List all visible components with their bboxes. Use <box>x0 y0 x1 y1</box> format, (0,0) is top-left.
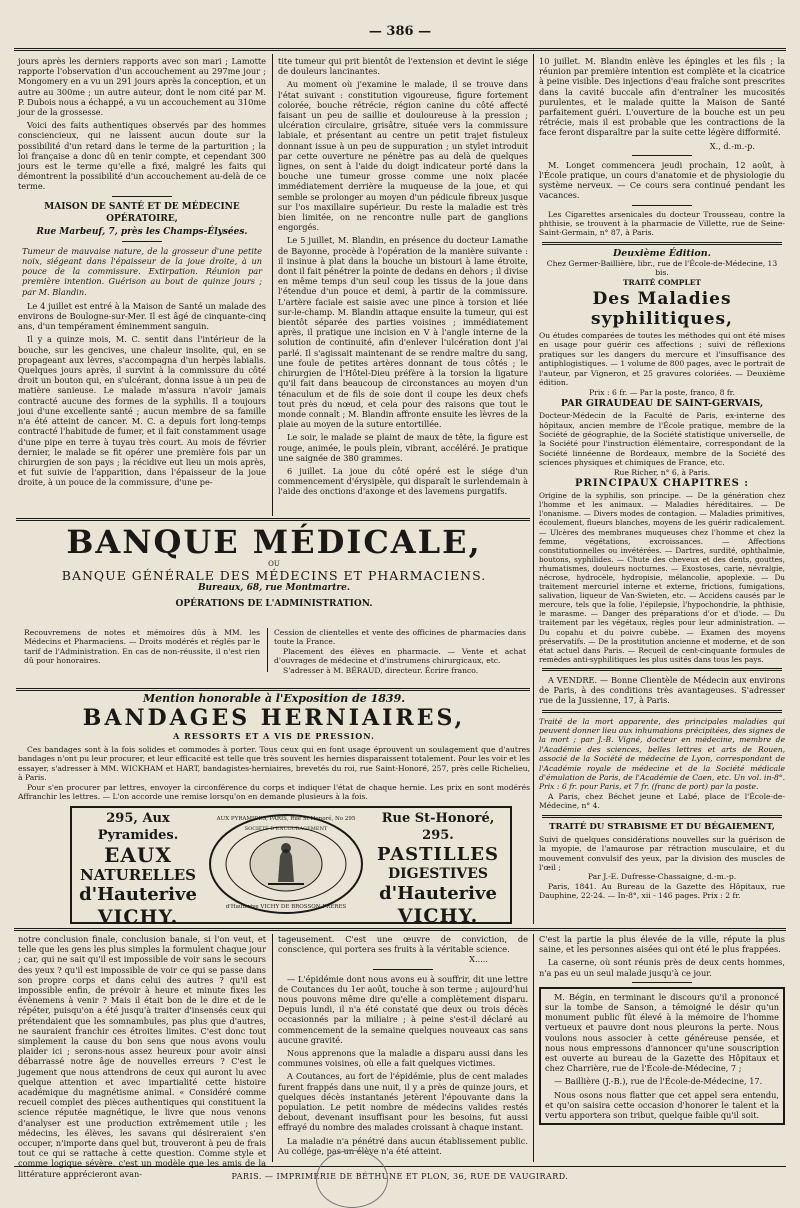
library-stamp-icon <box>316 1150 388 1208</box>
section-rule <box>14 928 786 931</box>
ad-chapters: Origine de la syphilis, son principe. — De la génération chez l'homme et les animaux. — Maladies héréditaires. — De l'onanisme. — Divers modes de contagion. — Maladies primitives, écoulement, flueurs blanches, moyens de les guérir radicalement. — Ulcères des membranes muqueuses chez l'homme et chez la femme, végétations, excroissances. — Affections constitutionnelles ou invétérées. — Dartres, surdité, ophthalmie, boutons, syphilides. — Chute des cheveux et des dents, gouttes, rhumatismes, douleurs nocturnes. — Exostoses, carie, névralgie, nécrose, hydrocèle, hydropisie, mélancolie, apoplexie. — Du traitement mercuriel interne et externe, frictions, fumigations, salivation, liqueur de Van-Swieten, etc. — Accidens causés par le mercure, tels que la folie, l'épilepsie, l'hypochondrie, la phthisie, le marasme. — Danger des préparations d'or et d'iode. — Du traitement par les végétaux, règles pour leur administration. — Du copahu et du poivre cubèbe. — Examen des moyens préservatifs. — De la prostitution ancienne et moderne, et de son état actuel dans Paris. — Recueil de cent-cinquante formules de remèdes anti-syphilitiques les plus usités dans tous les pays. <box>539 491 785 664</box>
vichy-right <box>370 810 506 927</box>
vichy-right-hauterive: d'Hauterive <box>379 883 497 904</box>
bandages-mention: Mention honorable à l'Exposition de 1839. <box>142 692 406 705</box>
ad-vendre: A VENDRE. — Bonne Clientèle de Médecin aux environs de Paris, à des conditions très avantageuses. S'adresser rue de la Jussienne, 17, à Paris. <box>539 674 785 706</box>
article-text: Voici des faits authentiques observés par des hommes consciencieux, qui ne laissent aucun doute sur la possibilité d'un retard dans le terme de la parturition ; la loi française a donc dû en tenir compte, et cependant 300 jours est le terme qu'elle a fixé, malgré les faits qui démontrent la possibilité d'un accouchement au-delà de ce terme. <box>18 120 266 192</box>
ad-publisher: Chez Germer-Baillière, libr., rue de l'École-de-Médecine, 13 bis. <box>546 259 778 278</box>
article-text: Le soir, le malade se plaint de maux de tête, la figure est rouge, animée, le pouls plein, vibrant, accéléré. Je pratique une saignée de 380 grammes. <box>278 432 528 463</box>
banque-ou: OU <box>268 560 280 568</box>
notice-text: M. Bégin, en terminant le discours qu'il a prononcé sur la tombe de Sanson, a témoigné le désir qu'un monument public fût élevé à la mémoire de l'homme vertueux et pauvre dont nous pleurons la perte. Nous voulons nous associer à cette généreuse pensée, et nous nous empressons d'annoncer qu'une souscription est ouverte au bureau de la Gazette des Hôpitaux et chez Charrière, rue de l'École-de-Médecine, 7 ; <box>545 991 779 1074</box>
block-rule <box>16 688 530 691</box>
vichy-left-top: 295, Aux Pyramides. <box>97 811 179 843</box>
article-text: — L'épidémie dont nous avons eu à souffrir, dit une lettre de Coutances du 1er août, touche à son terme ; aujourd'hui nous pouvons même dire qu'elle a complètement disparu. Depuis lundi, il n'a été constaté que deux ou trois décès occasionnés par la miliaire ; à peine s'est-il déclaré au commencement de la semaine quelques nouveaux cas sans aucune gravité. <box>278 973 528 1045</box>
ad-address: Rue Richer, n° 6, à Paris. <box>613 467 711 477</box>
column-divider <box>267 628 268 672</box>
ad-cigarettes: Les Cigarettes arsenicales du docteur Trousseau, contre la phthisie, se trouvent à la pharmacie de Villette, rue de Seine-Saint-Germain, n° 87, à Paris. <box>539 209 785 238</box>
section-title: MAISON DE SANTÉ ET DE MÉDECINE OPÉRATOIRE, <box>44 201 240 224</box>
vichy-left-hauterive: d'Hauterive <box>79 884 197 905</box>
bandages-text: Ces bandages sont à la fois solides et commodes à porter. Tous ceux qui en font usage éprouvent un soulagement que d'autres bandages n'ont pu leur procurer, et leur efficacité est telle que très souvent les hernies disparaissent totalement. Pour les voir et les essayer, s'adresser à MM. WICKHAM et HART, bandagistes-herniaires, brevetés du roi, rue Saint-Honoré, 257, près celle Richelieu, à Paris. <box>18 745 530 783</box>
bottom-column-2 <box>278 934 528 1162</box>
ad-label: TRAITÉ COMPLET <box>622 277 702 287</box>
bottom-column-3 <box>539 934 785 1162</box>
bottom-column-1 <box>18 934 266 1179</box>
vichy-pastilles: PASTILLES <box>376 844 500 865</box>
column-3 <box>539 56 785 924</box>
column-divider <box>272 934 273 1162</box>
article-text: 6 juillet. La joue du côté opéré est le siége d'un commencement d'érysipèle, qui disparaît le surlendemain à l'aide des onctions d'axonge et des lavemens purgatifs. <box>278 465 528 497</box>
imprint: PARIS. — IMPRIMERIE DE BÉTHUNE ET PLON, 36, RUE DE VAUGIRARD. <box>231 1172 569 1181</box>
signature: X., d.-m.-p. <box>709 140 755 151</box>
ad-strabisme: Suivi de quelques considérations nouvelles sur la guérison de la myopie, de l'amaurose par rétraction musculaire, et du mouvement convulsif des yeux, par la division des muscles de l'œil ; <box>539 834 785 873</box>
article-text: La caserne, où sont réunis près de deux cents hommes, n'a pas eu un seul malade jusqu'à ce jour. <box>539 957 785 978</box>
article-text: tageusement. C'est une œuvre de conviction, de conscience, qui portera ses fruits à la véritable science. <box>278 934 528 955</box>
article-text: Au moment où j'examine le malade, il se trouve dans l'état suivant : constitution vigoureuse, figure fortement colorée, bouche rétrécie, région canine du côté affecté faisant un peu de saillie et douloureuse à la pression ; ulcération circulaire, grisâtre, située vers la commissure labiale, et présentant au centre un petit trajet fistuleux donnant issue à un peu de suppuration ; un stylet introduit par cette ouverture ne pénètre pas au delà de quelques lignes, on sent à l'aide du doigt indicateur porté dans la bouche une tumeur grosse comme une noix placée immédiatement derrière la muqueuse de la joue, et qui semble se prolonger au moyen d'un pédicule fibreux jusque sur l'os maxillaire supérieur. Du reste la maladie est très bien limitée, on ne rencontre nulle part de ganglions engorgés. <box>278 79 528 233</box>
divider <box>632 155 692 156</box>
notice-text: — Baillière (J.-B.), rue de l'École-de-Médecine, 17. <box>554 1076 763 1087</box>
vichy-eaux: EAUX <box>104 843 172 867</box>
ad-strabisme-publisher: Paris, 1841. Au Bureau de la Gazette des Hôpitaux, rue Dauphine, 22-24. — In-8°, xii - 146 pages. Prix : 2 fr. <box>539 881 785 901</box>
ad-author: PAR GIRAUDEAU DE SAINT-GERVAIS, <box>560 397 764 409</box>
banque-title: BANQUE MÉDICALE, <box>66 523 482 561</box>
ad-strabisme-title: TRAITÉ DU STRABISME ET DU BÉGAIEMENT, <box>549 821 775 832</box>
block-rule <box>16 518 530 521</box>
ad-chapters-title: PRINCIPAUX CHAPITRES : <box>575 477 749 489</box>
article-text: 10 juillet. M. Blandin enlève les épingles et les fils ; la réunion par première intention est complète et la cicatrice à peine visible. Des injections d'eau fraîche sont prescrites dans la cavité buccale afin d'entraîner les mucosités purulentes, et le malade quitte la Maison de Santé parfaitement guéri. L'ouverture de la bouche est un peu rétrécie, mais il est probable que les contractions de la face feront disparaître par la suite cette légère difformité. <box>539 56 785 138</box>
banque-right <box>274 628 526 675</box>
banque-ops-title: OPÉRATIONS DE L'ADMINISTRATION. <box>175 599 373 609</box>
article-text: La maladie n'a pénétré dans aucun établissement public. Au collége, pas un élève n'a été atteint. <box>278 1135 528 1156</box>
bandages-text-2: Pour s'en procurer par lettres, envoyer la circonférence du corps et indiquer l'état de chaque hernie. Les prix en sont modérés Affranchir les lettres. — L'on accorde une remise lorsqu'on en demande plusieurs à la fois. <box>18 782 530 802</box>
vichy-naturelles: NATURELLES <box>79 866 197 884</box>
banque-subtitle: BANQUE GÉNÉRALE DES MÉDECINS ET PHARMACIENS. <box>61 568 487 583</box>
page-number: — 386 — <box>368 24 432 39</box>
divider <box>122 241 162 242</box>
ad-price: Prix : 6 fr. — Par la poste, franco, 8 fr. <box>589 387 735 397</box>
article-text: A Coutances, au fort de l'épidémie, plus de cent malades furent frappés dans une nuit, il y a près de quinze jours, et quelques décès instantanés jetèrent l'épouvante dans la population. Le petit nombre de médecins valides restés debout, devenant insuffisant pour les besoins, fut aussi effrayé du nombre des malades croissant à chaque instant. <box>278 1071 528 1133</box>
vichy-seal <box>206 812 366 916</box>
article-text: C'est la partie la plus élevée de la ville, répute la plus saine, et les personnes aisées qui ont été le plus frappées. <box>539 934 785 955</box>
banque-address: Bureaux, 68, rue Montmartre. <box>197 583 351 593</box>
notice-text: Nous osons nous flatter que cet appel sera entendu, et qu'on saisira cette occasion d'honorer le talent et la vertu apportera son tribut, quelque faible qu'il soit. <box>545 1089 779 1121</box>
column-1 <box>18 56 266 516</box>
divider <box>542 668 782 671</box>
divider <box>542 815 782 818</box>
ad-traite-mort: Traité de la mort apparente, des principales maladies qui peuvent donner lieu aux inhumations précipitées, des signes de la mort ; par J.-B. Vigné, docteur en médecine, membre de l'Académie des sciences, belles lettres et arts de Rouen, associé de la Société de médecine de Lyon, correspondant de l'Académie royale de médecine et de la Société médicale d'émulation de Paris, de l'Académie de Caen, etc. Un vol. in-8°. Prix : 6 fr. pour Paris, et 7 fr. (franc de port) par la poste. <box>539 716 785 792</box>
divider <box>112 196 172 197</box>
ad-strabisme-author: Par J.-E. Dufresse-Chassaigne, d.-m.-p. <box>587 872 737 882</box>
divider <box>542 710 782 713</box>
divider <box>373 969 433 970</box>
vichy-right-top: Rue St-Honoré, 295. <box>381 811 495 843</box>
seal-text-top: AUX PYRAMIDES, PARIS, Rue St Honoré, No 295 <box>216 816 356 822</box>
case-summary: Tumeur de mauvaise nature, de la grosseur d'une petite noix, siégeant dans l'épaisseur de la joue droite, à un pouce de la commissure. Extirpation. Réunion par première intention. Guérison au bout de quinze jours ; par M. Blandin. <box>22 245 262 297</box>
column-divider <box>533 54 534 924</box>
bandages-block <box>18 692 530 800</box>
column-2 <box>278 56 528 516</box>
vichy-digestives: DIGESTIVES <box>387 866 489 882</box>
ad-book-description: Ou études comparées de toutes les méthodes qui ont été mises en usage pour guérir ces affections ; suivi de réflexions pratiques sur les dangers du mercure et l'insuffisance des antiphlogistiques. — 1 volume de 800 pages, avec le portrait de l'auteur, par Vigneron, et 25 gravures coloriées. — Deuxième édition. <box>539 331 785 388</box>
column-divider <box>533 934 534 1162</box>
article-text: Nous apprenons que la maladie a disparu aussi dans les communes voisines, où elle a fait quelques victimes. <box>278 1048 528 1069</box>
bandages-subtitle: A RESSORTS ET A VIS DE PRESSION. <box>173 731 375 741</box>
article-text: notre conclusion finale, conclusion banale, si l'on veut, et telle que les gens les plus simples la formulent chaque jour ; car, qui ne sait qu'il est impossible de voir sans le secours des yeux ? qu'il est impossible de voir ce qui se passe dans son propre corps et dans celui des autres ? qu'il est impossible enfin, de prévoir à heure et minute fixes les évènemens à venir ? Mais il était bon de le dire et de le répéter, puisqu'on a été jusqu'à traiter d'insensés ceux qui prétendaient que les somnambules, pas plus que d'autres, ne sauraient franchir ces étroites limites. C'est donc tout simplement la cause du bon sens que nous avons voulu plaider ici ; serons-nous assez heureux pour avoir ainsi débarrassé notre âge de nouvelles erreurs ? C'est le jugement que nous attendrons de ceux qui auront lu avec quelque attention et avec impartialité cette histoire académique du magnétisme animal. « Considéré comme recueil complet des pièces authentiques qui constituent la science réputée magnétique, le livre que nous venons d'analyser est une production extrêmement utile ; les médecins, les élèves, les savans qui désireraient s'en occuper, n'importe dans quel but, trouveront à peu de frais tout ce qui se rattache à cette question. Comme style et comme logique sévère, c'est un modèle que les amis de la littérature apprécieront avan- <box>18 934 266 1179</box>
banque-right-1: Cession de clientelles et vente des officines de pharmacies dans toute la France. <box>274 628 526 647</box>
footer-rule <box>14 1166 786 1167</box>
news-item: M. Longet commencera jeudi prochain, 12 août, à l'École pratique, un cours d'anatomie et de physiologie du système nerveux. — Ce cours sera continué pendant les vacances. <box>539 159 785 201</box>
banque-block <box>18 524 530 684</box>
bandages-title: BANDAGES HERNIAIRES, <box>82 705 466 731</box>
ad-book-title: Des Maladies syphilitiques, <box>591 289 733 330</box>
notice-box <box>539 987 785 1125</box>
ad-credentials: Docteur-Médecin de la Faculté de Paris, ex-interne des hôpitaux, ancien membre de l'École pratique, membre de la Société de géographie, de la Société statistique universelle, de la Société pour l'instruction élémentaire, correspondant de la Société linnéenne de Bordeaux, membre de la Société des sciences physiques et chimiques de France, etc. <box>539 411 785 468</box>
ad-edition: Deuxième Édition. <box>613 247 711 259</box>
vichy-ad <box>70 806 512 928</box>
vichy-left-vichy: VICHY. <box>97 906 179 928</box>
vichy-right-vichy: VICHY. <box>397 905 479 927</box>
banque-left: Recouvremens de notes et mémoires dûs à MM. les Médecins et Pharmaciens. — Droits modérés et réglés par le tarif de l'Administration. En cas de non-réussite, il n'est rien dû pour honoraires. <box>24 628 260 666</box>
article-text: jours après les derniers rapports avec son mari ; Lamotte rapporte l'observation d'un accouchement au 297me jour ; Mongomery en a vu un 291 jours après la conception, et un autre au 300me ; un autre auteur, dont le nom cité par M. P. Dubois nous a échappé, a vu un accouchement au 310me jour de la grossesse. <box>18 56 266 118</box>
banque-right-2: Placement des élèves en pharmacie. — Vente et achat d'ouvrages de médecine et d'instrumens chirurgicaux, etc. <box>274 646 526 666</box>
article-text: Le 4 juillet est entré à la Maison de Santé un malade des environs de Boulogne-sur-Mer. Il est âgé de cinquante-cinq ans, d'un tempérament éminemment sanguin. <box>18 300 266 332</box>
ad-traite-mort-publisher: A Paris, chez Béchet jeune et Labé, place de l'École-de-Médecine, n° 4. <box>539 791 785 811</box>
section-address: Rue Marbeuf, 7, près les Champs-Élysées. <box>36 226 248 237</box>
article-text: Le 5 juillet, M. Blandin, en présence du docteur Lamathe de Bayonne, procède à l'opération de la manière suivante : il insinue à plat dans la bouche un bistouri à lame étroite, dont il fait pénétrer la pointe de dedans en dehors ; il divise en même temps d'un seul coup les tissus de la joue dans l'étendue d'un pouce et demi, à partir de la commissure. L'artère faciale est saisie avec une pince à torsion et liée sur-le-champ. M. Blandin attaque ensuite la tumeur, qui est bientôt séparée des parties voisines ; immédiatement après, il pratique une incision en V à l'angle interne de la solution de continuité, afin d'enlever l'ulcération dont j'ai parlé. Il s'agissait maintenant de se rendre maître du sang, une foule de petites artères donnant de tous côtés ; le chirurgien de l'Hôtel-Dieu préfère à la torsion la ligature qu'il fait dans beaucoup de circonstances au moyen d'un ténaculum et de fils de soie dont il coupe les deux chefs tout près du nœud, et cela pour des raisons que tout le monde connaît ; M. Blandin affronte ensuite les lèvres de la plaie au moyen de la suture entortillée. <box>278 235 528 430</box>
article-text: Il y a quinze mois, M. C. sentit dans l'intérieur de la bouche, sur les gencives, une chaleur insolite, qui, en se propageant aux lèvres, s'accompagna d'un herpès labialis. Quelques jours après, il survint à la commissure du côté droit un bouton qui, en s'ulcérant, donna issue à un peu de matière sanieuse. Le malade m'assura n'avoir jamais contracté aucune des formes de la syphilis. Il a toujours joui d'une excellente santé ; aucun membre de sa famille n'a été atteint de cancer. M. C. a depuis fort long-temps contracté l'habitude de fumer, et il fait constamment usage d'une pipe en terre à tuyau très court. Au mois de février dernier, le malade se fit opérer une première fois par un chirurgien de son pays ; la récidive eut lieu un mois après, et fut suivie de l'apparition, dans l'épaisseur de la joue droite, à un pouce de la commissure, d'une pe- <box>18 334 266 488</box>
header-rule <box>14 48 786 51</box>
seal-text-bottom: d'Hauterive VICHY DE BROSSON FRÈRES <box>225 904 347 910</box>
banque-right-3: S'adresser à M. BÉRAUD, directeur. Écrire franco. <box>283 665 479 675</box>
signature: X..... <box>469 954 488 965</box>
article-text: tite tumeur qui prit bientôt de l'extension et devint le siége de douleurs lancinantes. <box>278 56 528 77</box>
divider <box>632 205 692 206</box>
seal-text-mid: SOCIÉTÉ D'ENCOURAGEMENT <box>244 826 328 832</box>
column-divider <box>272 54 273 516</box>
divider <box>542 242 782 245</box>
divider <box>632 982 692 983</box>
vichy-left <box>74 810 202 928</box>
